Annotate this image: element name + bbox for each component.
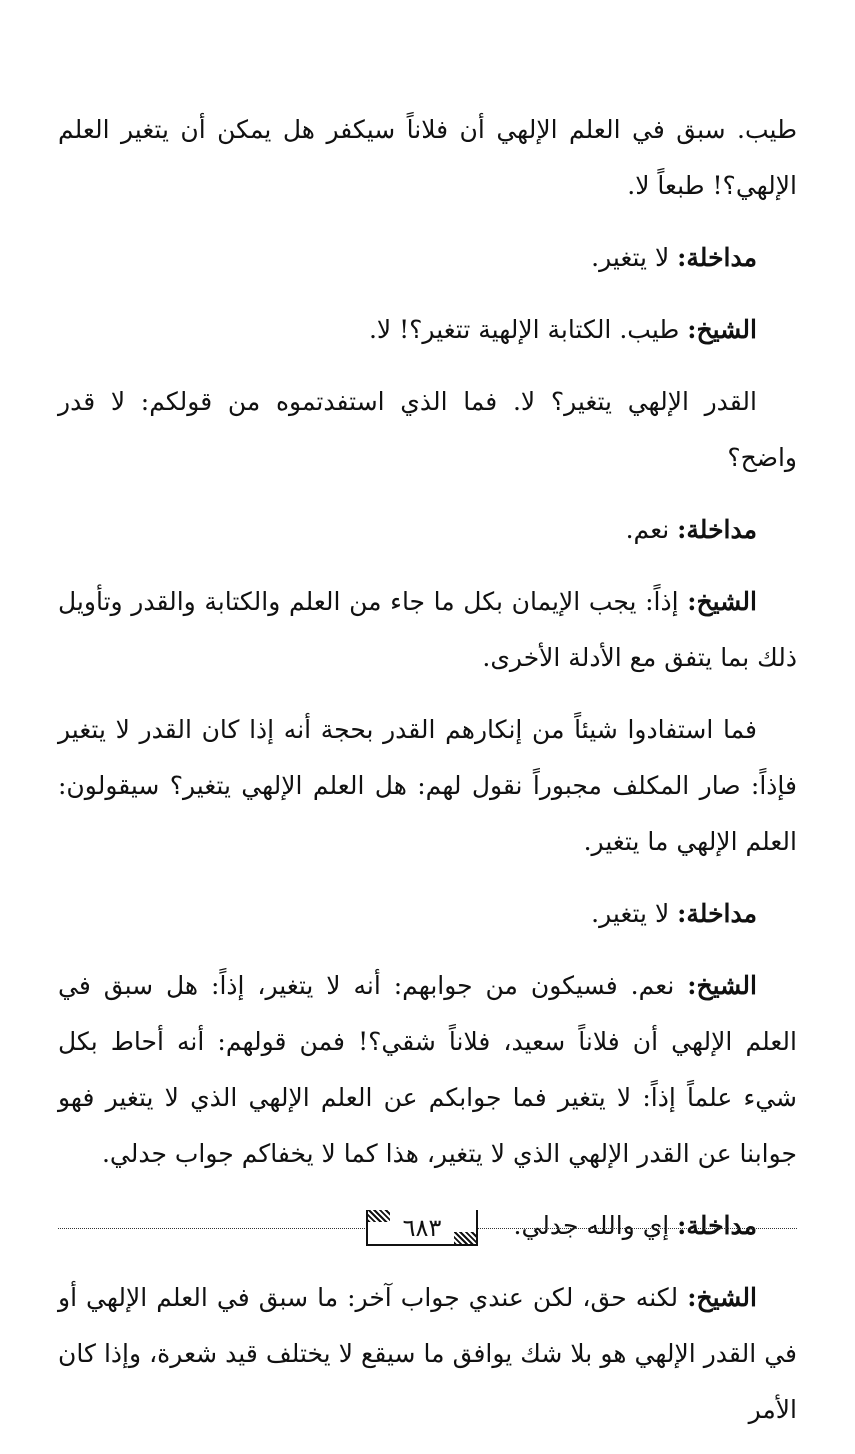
paragraph-7: فما استفادوا شيئاً من إنكارهم القدر بحجة أنه إذا كان القدر لا يتغير فإذاً: صار المكلف مجبوراً نقول لهم: هل العلم الإلهي يتغير؟ سيقولون: العلم الإلهي ما يتغير. bbox=[58, 715, 797, 856]
speaker-label: مداخلة: bbox=[677, 899, 757, 928]
paragraph-9: الشيخ: نعم. فسيكون من جوابهم: أنه لا يتغير، إذاً: هل سبق في العلم الإلهي أن فلاناً سعيد، فلاناً شقي؟! فمن قولهم: أنه أحاط بكل شيء علماً إذاً: لا يتغير فما جوابكم عن العلم الإلهي الذي لا يتغير فهو جوابنا عن القدر الإلهي الذي لا يتغير، هذا كما لا يخفاكم جواب جدلي. bbox=[58, 971, 797, 1168]
page-number-frame bbox=[366, 1210, 478, 1246]
paragraph-3: الشيخ: طيب. الكتابة الإلهية تتغير؟! لا. bbox=[368, 315, 757, 344]
page-number: ٦٨٣ bbox=[402, 1214, 442, 1242]
speaker-label: مداخلة: bbox=[677, 1211, 757, 1240]
page-footer bbox=[58, 1208, 797, 1252]
paragraph-2: مداخلة: لا يتغير. bbox=[591, 243, 757, 272]
speaker-label: الشيخ: bbox=[687, 971, 757, 1000]
paragraph-4: القدر الإلهي يتغير؟ لا. فما الذي استفدتموه من قولكم: لا قدر واضح؟ bbox=[58, 387, 797, 472]
paragraph-1: طيب. سبق في العلم الإلهي أن فلاناً سيكفر هل يمكن أن يتغير العلم الإلهي؟! طبعاً لا. bbox=[58, 115, 797, 200]
paragraph-8: مداخلة: لا يتغير. bbox=[591, 899, 757, 928]
paragraph-6: الشيخ: إذاً: يجب الإيمان بكل ما جاء من العلم والكتابة والقدر وتأويل ذلك بما يتفق مع الأدلة الأخرى. bbox=[58, 587, 797, 672]
speaker-label: الشيخ: bbox=[687, 1283, 757, 1312]
speaker-label: مداخلة: bbox=[677, 243, 757, 272]
speaker-label: مداخلة: bbox=[677, 515, 757, 544]
paragraph-11: الشيخ: لكنه حق، لكن عندي جواب آخر: ما سبق في العلم الإلهي أو في القدر الإلهي هو بلا شك يوافق ما سيقع لا يختلف قيد شعرة، وإذا كان الأمر bbox=[58, 1283, 797, 1424]
speaker-label: الشيخ: bbox=[687, 587, 757, 616]
paragraph-10: مداخلة: إي والله جدلي. bbox=[513, 1211, 757, 1240]
speaker-label: الشيخ: bbox=[687, 315, 757, 344]
paragraph-5: مداخلة: نعم. bbox=[625, 515, 757, 544]
